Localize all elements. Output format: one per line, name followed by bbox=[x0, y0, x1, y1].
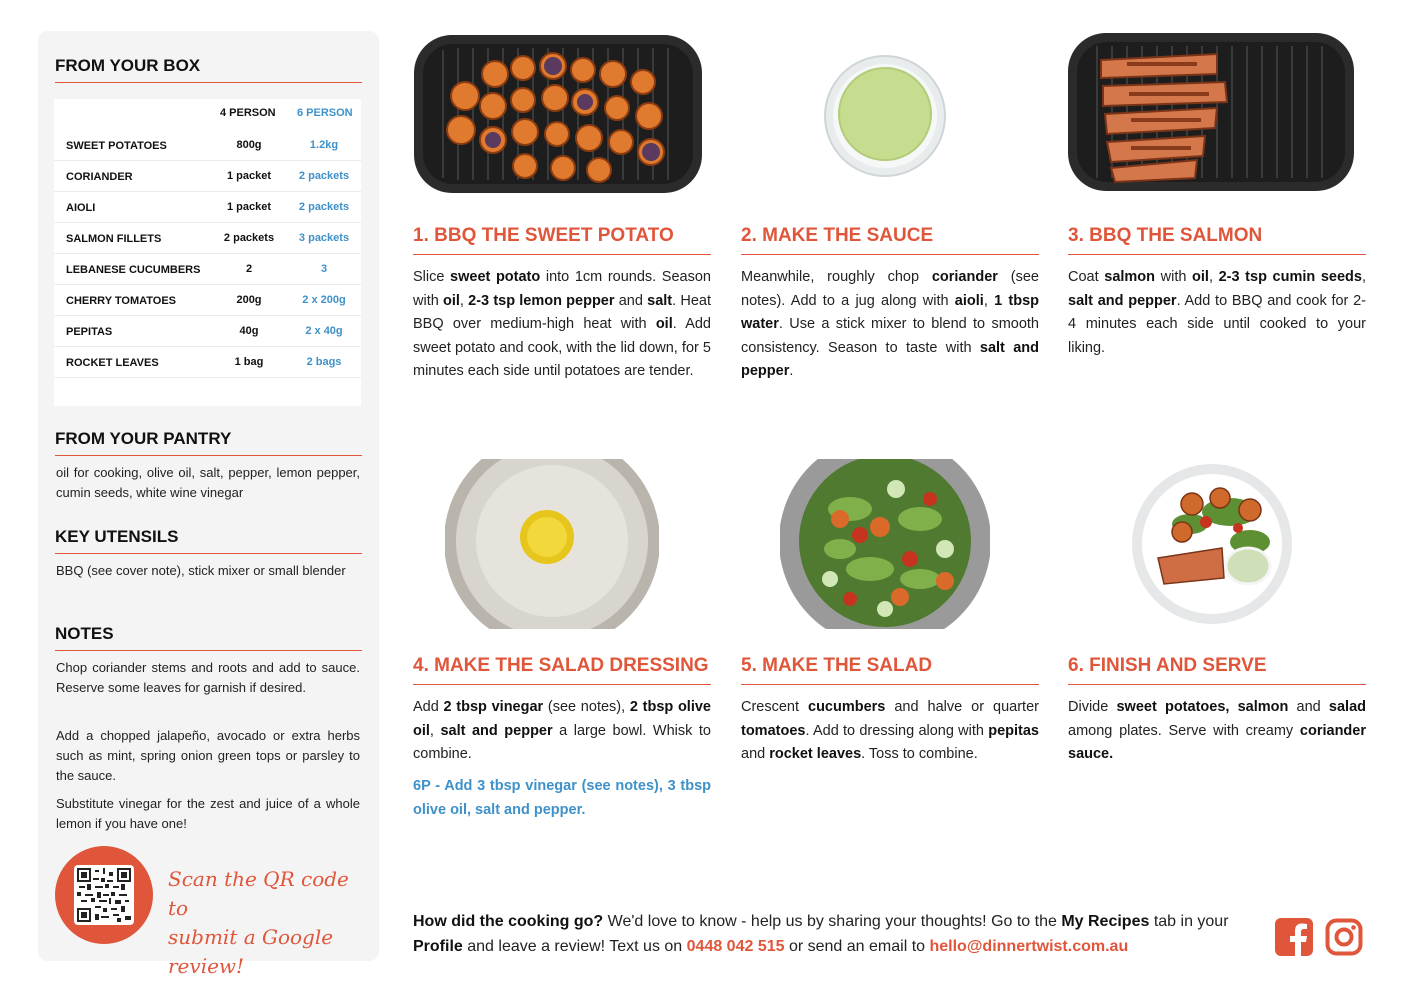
from-your-pantry-heading: FROM YOUR PANTRY bbox=[55, 429, 362, 456]
qr-code-icon bbox=[77, 868, 131, 922]
notes-heading: NOTES bbox=[55, 624, 362, 651]
utensils-text: BBQ (see cover note), stick mixer or small blender bbox=[56, 563, 346, 578]
salmon-bbq-photo bbox=[1067, 32, 1355, 192]
facebook-icon[interactable] bbox=[1275, 918, 1313, 956]
from-your-box-heading: FROM YOUR BOX bbox=[55, 56, 362, 83]
step-1-title: 1. BBQ THE SWEET POTATO bbox=[413, 225, 711, 255]
qty-4: 2 bbox=[245, 263, 253, 275]
step-1-body: Slice sweet potato into 1cm rounds. Season with oil, 2-3 tsp lemon pepper and salt. Heat BBQ over medium-high heat with oil. Add sweet potato and cook, with the lid down, for 5 minutes each side until potatoes are tender. bbox=[413, 269, 712, 379]
emphasis: salt and pepper bbox=[440, 722, 553, 739]
sidebar bbox=[38, 31, 379, 978]
qty-4: 2 packets bbox=[223, 232, 275, 244]
step-2-body: Meanwhile, roughly chop coriander (see notes). Add to a jug along with aioli, 1 tbsp water. Use a stick mixer to blend to smooth consistency. Season to taste with salt and pepper. bbox=[741, 269, 1040, 379]
qty-4: 1 packet bbox=[226, 170, 272, 182]
emphasis: pepitas bbox=[988, 722, 1039, 739]
footer-text-4: or send an email to bbox=[784, 938, 930, 955]
emphasis: 2 tbsp olive oil bbox=[413, 699, 711, 739]
emphasis: 2-3 tsp lemon pepper bbox=[468, 292, 615, 309]
footer-question: How did the cooking go? bbox=[413, 913, 604, 930]
ingredient-name: CHERRY TOMATOES bbox=[66, 295, 177, 307]
emphasis: aioli bbox=[954, 292, 984, 309]
qty-6: 2 bags bbox=[306, 356, 342, 368]
ingredient-name: ROCKET LEAVES bbox=[66, 357, 159, 369]
qty-6: 3 bbox=[320, 263, 328, 275]
emphasis: coriander bbox=[931, 269, 998, 285]
qr-caption-line1: Scan the QR code to bbox=[168, 867, 349, 920]
footer-text-3: and leave a review! Text us on bbox=[462, 938, 687, 955]
step-5-body: Crescent cucumbers and halve or quarter tomatoes. Add to dressing along with pepitas and rocket leaves. Toss to combine. bbox=[741, 699, 1039, 762]
qty-4: 1 packet bbox=[226, 201, 272, 213]
step-4-title: 4. MAKE THE SALAD DRESSING bbox=[413, 655, 711, 685]
emphasis: salad bbox=[1328, 699, 1367, 715]
qty-6: 1.2kg bbox=[309, 139, 339, 151]
emphasis: sweet potato bbox=[450, 269, 541, 285]
emphasis: coriander sauce. bbox=[1068, 722, 1366, 762]
note-paragraph: Add a chopped jalapeño, avocado or extra herbs such as mint, spring onion green tops or parsley to the sauce. bbox=[56, 728, 360, 783]
qty-6: 2 x 40g bbox=[305, 325, 343, 337]
step-3-body: Coat salmon with oil, 2-3 tsp cumin seeds, salt and pepper. Add to BBQ and cook for 2-4 minutes each side until cooked to your liking. bbox=[1068, 269, 1367, 356]
step-2-title: 2. MAKE THE SAUCE bbox=[741, 225, 1039, 255]
ingredient-name: SWEET POTATOES bbox=[66, 140, 167, 152]
footer-text-2: tab in your bbox=[1149, 913, 1229, 930]
emphasis: oil bbox=[655, 316, 673, 332]
plated-dish-photo bbox=[1130, 462, 1294, 626]
table-row bbox=[54, 161, 361, 192]
emphasis: oil bbox=[443, 292, 460, 309]
emphasis: rocket leaves bbox=[769, 746, 862, 762]
feedback-footer bbox=[413, 909, 1263, 959]
sauce-jar-photo bbox=[823, 54, 947, 178]
qty-6: 2 packets bbox=[298, 201, 350, 213]
qty-4: 1 bag bbox=[234, 356, 264, 368]
step-3-title: 3. BBQ THE SALMON bbox=[1068, 225, 1366, 255]
key-utensils-heading: KEY UTENSILS bbox=[55, 527, 362, 554]
my-recipes-link[interactable]: My Recipes bbox=[1061, 913, 1150, 930]
phone-number-link[interactable]: 0448 042 515 bbox=[686, 938, 785, 955]
qty-4: 800g bbox=[236, 139, 262, 151]
pantry-text: oil for cooking, olive oil, salt, pepper, lemon pepper, cumin seeds, white wine vinegar bbox=[56, 465, 360, 500]
emphasis: 2 tbsp vinegar bbox=[443, 699, 544, 715]
qty-6: 2 packets bbox=[298, 170, 350, 182]
table-row bbox=[54, 254, 361, 285]
qty-4: 200g bbox=[236, 294, 262, 306]
step-6-title: 6. FINISH AND SERVE bbox=[1068, 655, 1366, 685]
ingredient-name: CORIANDER bbox=[66, 171, 133, 183]
ingredient-name: PEPITAS bbox=[66, 326, 113, 338]
qr-badge[interactable] bbox=[55, 846, 153, 944]
instagram-icon[interactable] bbox=[1325, 918, 1363, 956]
emphasis: salt bbox=[647, 292, 673, 309]
emphasis: 2-3 tsp cumin seeds bbox=[1218, 269, 1362, 285]
dressing-bowl-photo bbox=[445, 459, 659, 629]
salad-bowl-photo bbox=[780, 459, 990, 629]
col-6-person: 6 PERSON bbox=[297, 107, 353, 119]
table-row bbox=[54, 285, 361, 316]
emphasis: sweet potatoes, salmon bbox=[1116, 699, 1289, 715]
table-row bbox=[54, 192, 361, 223]
emphasis: salt and pepper bbox=[741, 339, 1039, 379]
qr-caption-line2: submit a Google review! bbox=[168, 925, 334, 978]
ingredient-name: SALMON FILLETS bbox=[66, 233, 162, 245]
qty-4: 40g bbox=[239, 325, 259, 337]
step-5-title: 5. MAKE THE SALAD bbox=[741, 655, 1039, 685]
emphasis: oil bbox=[1192, 269, 1209, 285]
table-row bbox=[54, 316, 361, 347]
emphasis: salmon bbox=[1104, 269, 1156, 285]
sweet-potato-bbq-photo bbox=[413, 34, 703, 194]
profile-link[interactable]: Profile bbox=[413, 938, 463, 955]
ingredients-table bbox=[54, 99, 361, 406]
table-row bbox=[54, 347, 361, 378]
table-row bbox=[54, 130, 361, 161]
step-4-body: Add 2 tbsp vinegar (see notes), 2 tbsp olive oil, salt and pepper a large bowl. Whisk to combine. bbox=[413, 699, 711, 762]
qr-caption bbox=[168, 865, 368, 981]
email-link[interactable]: hello@dinnertwist.com.au bbox=[929, 938, 1129, 955]
qty-6: 2 x 200g bbox=[302, 294, 346, 306]
emphasis: 1 tbsp water bbox=[741, 292, 1040, 332]
step-4-6p-note: 6P - Add 3 tbsp vinegar (see notes), 3 tbsp olive oil, salt and pepper. bbox=[413, 778, 711, 818]
qty-6: 3 packets bbox=[298, 232, 350, 244]
step-6-body: Divide sweet potatoes, salmon and salad among plates. Serve with creamy coriander sauce. bbox=[1068, 699, 1367, 762]
note-paragraph: Chop coriander stems and roots and add to sauce. Reserve some leaves for garnish if desired. bbox=[56, 660, 360, 695]
qr-code[interactable] bbox=[74, 865, 134, 925]
emphasis: salt and pepper bbox=[1068, 292, 1177, 309]
footer-text-1: We'd love to know - help us by sharing your thoughts! Go to the bbox=[603, 913, 1062, 930]
emphasis: cucumbers bbox=[808, 699, 886, 715]
note-paragraph: Substitute vinegar for the zest and juice of a whole lemon if you have one! bbox=[56, 796, 360, 831]
ingredient-name: LEBANESE CUCUMBERS bbox=[66, 264, 201, 276]
emphasis: tomatoes bbox=[741, 722, 806, 739]
table-row bbox=[54, 223, 361, 254]
ingredient-name: AIOLI bbox=[66, 202, 96, 214]
col-4-person: 4 PERSON bbox=[220, 107, 276, 119]
